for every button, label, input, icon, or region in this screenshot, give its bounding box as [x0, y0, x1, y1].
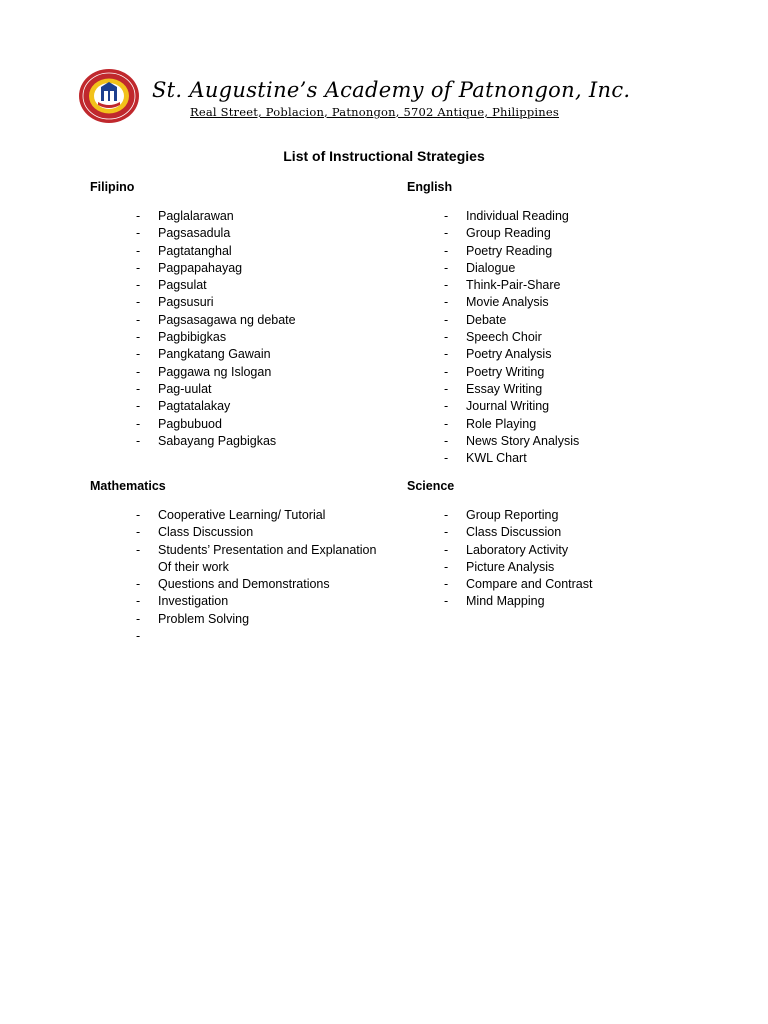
list-item-text: Poetry Analysis — [466, 347, 552, 362]
bullet-dash: - — [444, 416, 449, 431]
list-item — [444, 593, 545, 610]
list-item — [444, 277, 561, 294]
bullet-dash: - — [136, 399, 141, 414]
list-item-text: Poetry Reading — [466, 243, 553, 258]
bullet-dash: - — [444, 559, 449, 574]
list-item-text: Group Reporting — [466, 508, 559, 522]
section-heading: Science — [407, 479, 455, 493]
section-filipino — [90, 180, 296, 450]
bullet-dash: - — [136, 525, 141, 540]
bullet-dash: - — [136, 364, 141, 379]
bullet-dash: - — [136, 629, 141, 644]
bullet-dash: - — [136, 381, 141, 396]
list-item-text: Individual Reading — [466, 209, 569, 223]
list-item-text: Pag-uulat — [158, 381, 212, 396]
bullet-dash: - — [136, 347, 141, 362]
bullet-dash: - — [444, 209, 449, 223]
bullet-dash: - — [444, 577, 449, 592]
list-item — [136, 593, 229, 610]
list-item-text: Speech Choir — [466, 330, 542, 345]
list-item — [444, 433, 580, 450]
bullet-dash: - — [136, 295, 141, 310]
bullet-dash: - — [444, 381, 449, 396]
list-item-text: KWL Chart — [466, 451, 527, 466]
list-item-text: Essay Writing — [466, 381, 543, 396]
bullet-dash: - — [136, 278, 141, 293]
bullet-dash: - — [444, 525, 449, 540]
section-heading: English — [407, 180, 453, 194]
list-item — [444, 398, 550, 415]
list-item — [136, 559, 229, 576]
list-item-text: Pagbibigkas — [158, 330, 227, 345]
list-item — [444, 542, 569, 559]
list-item-text: Compare and Contrast — [466, 577, 593, 592]
list-item — [444, 381, 543, 398]
bullet-dash: - — [136, 330, 141, 345]
list-item-text: Mind Mapping — [466, 594, 545, 609]
document-title: List of Instructional Strategies — [283, 148, 485, 164]
bullet-dash: - — [136, 542, 141, 557]
list-item — [444, 524, 562, 541]
bullet-dash: - — [444, 364, 449, 379]
list-item — [444, 364, 545, 381]
bullet-dash: - — [136, 243, 141, 258]
bullet-dash: - — [444, 312, 449, 327]
list-item-text: Class Discussion — [158, 525, 254, 540]
list-item — [444, 225, 551, 242]
bullet-dash: - — [444, 399, 449, 414]
list-item-text: Students’ Presentation and Explanation — [158, 542, 377, 557]
list-item-text: Pagsasadula — [158, 226, 231, 241]
bullet-dash: - — [444, 226, 449, 241]
list-item-text: Cooperative Learning/ Tutorial — [158, 508, 326, 522]
bullet-dash: - — [444, 508, 449, 522]
bullet-dash: - — [136, 226, 141, 241]
list-item — [136, 524, 254, 541]
list-item-text: Poetry Writing — [466, 364, 545, 379]
list-item — [136, 507, 326, 524]
list-item — [444, 329, 542, 346]
section-heading: Filipino — [90, 180, 135, 194]
strategy-list — [136, 507, 377, 645]
list-item — [444, 416, 537, 433]
bullet-dash: - — [444, 260, 449, 275]
list-item-text: Pagsusuri — [158, 295, 214, 310]
list-item — [444, 507, 559, 524]
bullet-dash: - — [136, 611, 141, 626]
list-item-text: Dialogue — [466, 260, 516, 275]
bullet-dash: - — [136, 416, 141, 431]
list-item-text: Picture Analysis — [466, 559, 555, 574]
bullet-dash: - — [444, 542, 449, 557]
letterhead — [78, 66, 698, 126]
bullet-dash: - — [444, 295, 449, 310]
bullet-dash: - — [136, 209, 141, 223]
list-item — [444, 294, 549, 311]
bullet-dash: - — [444, 433, 449, 448]
list-item-text: Debate — [466, 312, 507, 327]
bullet-dash: - — [444, 347, 449, 362]
bullet-dash: - — [444, 594, 449, 609]
list-item — [136, 611, 250, 628]
list-item — [444, 450, 527, 467]
list-item-text: Pagtatanghal — [158, 243, 232, 258]
list-item — [136, 576, 330, 593]
list-item — [444, 576, 593, 593]
list-item — [136, 628, 166, 645]
list-item — [444, 559, 555, 576]
school-address: Real Street, Poblacion, Patnongon, 5702 Antique, Philippines — [190, 105, 559, 119]
bullet-dash: - — [136, 260, 141, 275]
list-item-text: Pagsulat — [158, 278, 207, 293]
list-item-text: News Story Analysis — [466, 433, 580, 448]
list-item — [444, 260, 516, 277]
list-item-text: Pangkatang Gawain — [158, 347, 271, 362]
list-item-text: Pagbubuod — [158, 416, 222, 431]
list-item-text: Role Playing — [466, 416, 537, 431]
list-item-text: Investigation — [158, 594, 229, 609]
list-item-text: Paglalarawan — [158, 209, 234, 223]
list-item — [136, 542, 377, 559]
list-item-text: Of their work — [158, 559, 229, 574]
bullet-dash: - — [136, 577, 141, 592]
bullet-dash: - — [136, 312, 141, 327]
section-mathematics — [90, 479, 377, 645]
strategy-list — [444, 208, 580, 467]
list-item-text: Sabayang Pagbigkas — [158, 433, 277, 448]
school-name: St. Augustine’s Academy of Patnongon, Inc. — [152, 78, 631, 102]
list-item-text: Movie Analysis — [466, 295, 549, 310]
list-item-text: Group Reading — [466, 226, 551, 241]
list-item — [444, 312, 507, 329]
bullet-dash: - — [136, 508, 141, 522]
list-item-text: Pagtatalakay — [158, 399, 231, 414]
list-item — [444, 208, 569, 225]
bullet-dash: - — [136, 433, 141, 448]
list-item-text: Pagsasagawa ng debate — [158, 312, 296, 327]
list-item-text: Class Discussion — [466, 525, 562, 540]
section-heading: Mathematics — [90, 479, 166, 493]
list-item-text: Laboratory Activity — [466, 542, 569, 557]
list-item-text: Pagpapahayag — [158, 260, 243, 275]
list-item-text: Paggawa ng Islogan — [158, 364, 272, 379]
bullet-dash: - — [444, 243, 449, 258]
bullet-dash: - — [136, 594, 141, 609]
bullet-dash: - — [444, 451, 449, 466]
list-item-text: Problem Solving — [158, 611, 250, 626]
list-item — [444, 243, 553, 260]
list-item-text: Questions and Demonstrations — [158, 577, 330, 592]
bullet-dash: - — [444, 330, 449, 345]
list-item — [444, 346, 552, 363]
list-item-text: Journal Writing — [466, 399, 550, 414]
section-science — [407, 479, 593, 611]
school-seal-logo — [78, 68, 140, 124]
section-english — [407, 180, 580, 467]
bullet-dash: - — [444, 278, 449, 293]
list-item-text: Think-Pair-Share — [466, 278, 561, 293]
strategy-list — [444, 507, 593, 611]
